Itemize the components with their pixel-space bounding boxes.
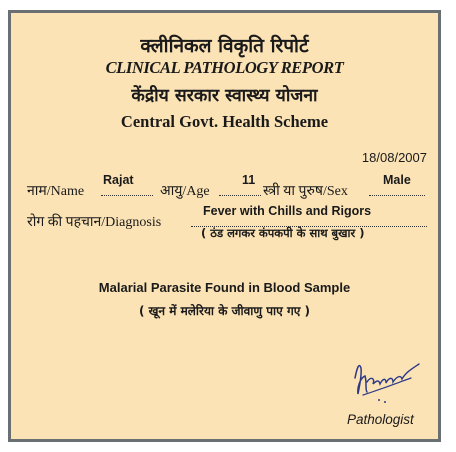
report-title-hindi: क्लीनिकल विकृति रिपोर्ट bbox=[140, 35, 309, 57]
age-dotted-line bbox=[219, 195, 261, 196]
finding-hindi: ( खून में मलेरिया के जीवाणु पाए गए ) bbox=[138, 304, 311, 318]
report-card bbox=[8, 10, 441, 442]
sex-dotted-line bbox=[369, 195, 425, 196]
diagnosis-value-hindi: ( ठंड लगकर कंपकपी के साथ बुखार ) bbox=[201, 226, 365, 240]
age-value: 11 bbox=[242, 173, 256, 187]
name-label: नाम/Name bbox=[27, 184, 85, 199]
scheme-name-hindi: केंद्रीय सरकार स्वास्थ्य योजना bbox=[131, 86, 318, 106]
pathologist-label: Pathologist bbox=[347, 412, 414, 427]
age-label: आयु/Age bbox=[160, 184, 210, 199]
diagnosis-label: रोग की पहचान/Diagnosis bbox=[27, 215, 162, 230]
sex-value: Male bbox=[383, 173, 411, 187]
diagnosis-value-english: Fever with Chills and Rigors bbox=[203, 204, 372, 218]
sex-label: स्त्री या पुरुष/Sex bbox=[263, 184, 348, 199]
signature-icon bbox=[349, 348, 431, 408]
name-value: Rajat bbox=[103, 173, 134, 187]
name-dotted-line bbox=[101, 195, 153, 196]
finding-english: Malarial Parasite Found in Blood Sample bbox=[98, 280, 351, 295]
scheme-name-english: Central Govt. Health Scheme bbox=[120, 112, 329, 131]
report-date: 18/08/2007 bbox=[361, 150, 427, 165]
report-title-english: CLINICAL PATHOLOGY REPORT bbox=[105, 58, 344, 77]
